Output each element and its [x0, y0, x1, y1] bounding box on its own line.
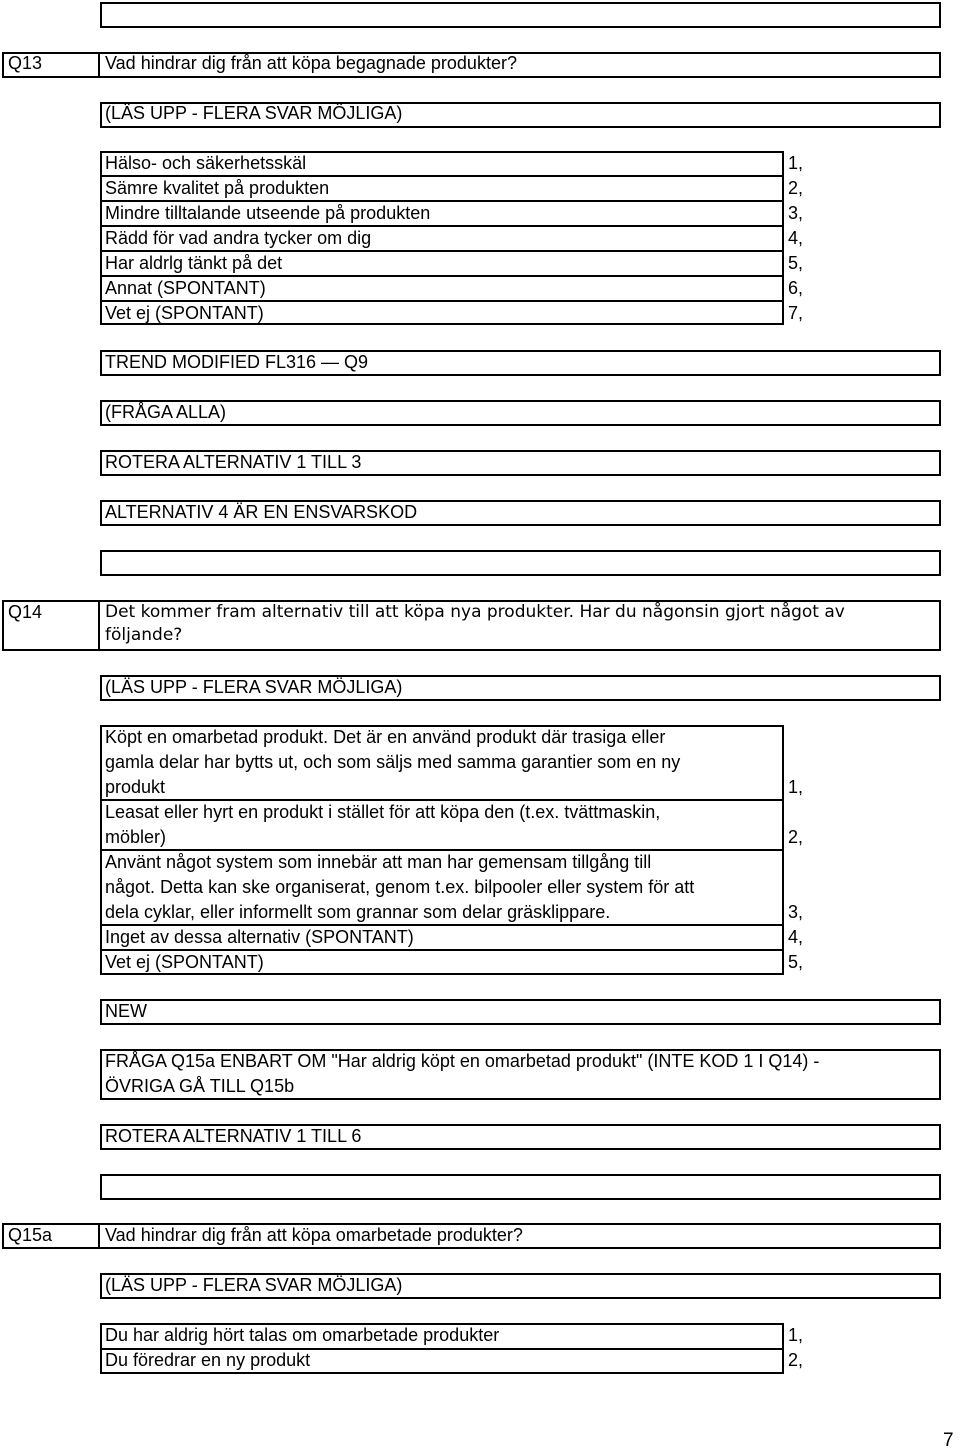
q13-option-code: 4, — [788, 228, 804, 248]
q14-option-code: 2, — [788, 827, 804, 847]
q14-question-line2: följande? — [105, 625, 183, 645]
ask-all-note: (FRÅGA ALLA) — [105, 402, 227, 422]
q14-option2-line: Leasat eller hyrt en produkt i stället för att köpa den (t.ex. tvättmaskin, — [105, 802, 661, 822]
q14-option1-line: gamla delar har bytts ut, och som säljs med samma garantier som en ny — [105, 752, 681, 772]
rotate-note: ROTERA ALTERNATIV 1 TILL 3 — [105, 452, 362, 472]
q15a-id: Q15a — [8, 1225, 53, 1245]
q13-option-code: 7, — [788, 303, 804, 323]
q13-option-label: Har aldrlg tänkt på det — [105, 253, 283, 273]
single-code-note: ALTERNATIV 4 ÄR EN ENSVARSKOD — [105, 502, 418, 522]
q15a-instruction: (LÄS UPP - FLERA SVAR MÖJLIGA) — [105, 1275, 403, 1295]
q13-option-code: 6, — [788, 278, 804, 298]
q13-option-code: 3, — [788, 203, 804, 223]
q14-option4-line: Inget av dessa alternativ (SPONTANT) — [105, 927, 414, 947]
q14-option3-line: Använt något system som innebär att man har gemensam tillgång till — [105, 852, 652, 872]
q14-divider — [98, 600, 100, 651]
filter-note-line2: ÖVRIGA GÅ TILL Q15b — [105, 1076, 295, 1096]
new-note-box — [100, 999, 941, 1025]
q15a-option-label: Du föredrar en ny produkt — [105, 1350, 311, 1370]
q14-option-code: 3, — [788, 902, 804, 922]
q13-option-label: Annat (SPONTANT) — [105, 278, 266, 298]
q13-option-code: 2, — [788, 178, 804, 198]
q13-option-label: Vet ej (SPONTANT) — [105, 303, 264, 323]
q13-question: Vad hindrar dig från att köpa begagnade produkter? — [105, 53, 517, 73]
q15a-question: Vad hindrar dig från att köpa omarbetade produkter? — [105, 1225, 523, 1245]
q13-id: Q13 — [8, 53, 43, 73]
q13-option-code: 1, — [788, 153, 804, 173]
q14-option-code: 4, — [788, 927, 804, 947]
q13-option-label: Sämre kvalitet på produkten — [105, 178, 330, 198]
q14-option5-line: Vet ej (SPONTANT) — [105, 952, 264, 972]
empty-box-top — [100, 2, 941, 28]
q13-option-code: 5, — [788, 253, 804, 273]
q13-instruction: (LÄS UPP - FLERA SVAR MÖJLIGA) — [105, 103, 403, 123]
q15a-option-label: Du har aldrig hört talas om omarbetade produkter — [105, 1325, 500, 1345]
q13-option-label: Mindre tilltalande utseende på produkten — [105, 203, 431, 223]
q14-option3-line: något. Detta kan ske organiserat, genom t.ex. bilpooler eller system för att — [105, 877, 695, 897]
q14-option1-line: Köpt en omarbetad produkt. Det är en använd produkt där trasiga eller — [105, 727, 666, 747]
rotate6-note: ROTERA ALTERNATIV 1 TILL 6 — [105, 1126, 362, 1146]
q13-divider — [98, 52, 100, 78]
empty-box — [100, 1174, 941, 1200]
q15a-option-code: 2, — [788, 1350, 804, 1370]
q14-option2-line: möbler) — [105, 827, 167, 847]
q14-instruction: (LÄS UPP - FLERA SVAR MÖJLIGA) — [105, 677, 403, 697]
q14-id: Q14 — [8, 602, 43, 622]
q14-option-code: 1, — [788, 777, 804, 797]
q13-option-label: Hälso- och säkerhetsskäl — [105, 153, 307, 173]
q13-option-label: Rädd för vad andra tycker om dig — [105, 228, 372, 248]
empty-box — [100, 550, 941, 576]
q14-question-line1: Det kommer fram alternativ till att köpa nya produkter. Har du någonsin gjort något av — [105, 602, 845, 622]
page-number: 7 — [943, 1430, 954, 1451]
filter-note-line1: FRÅGA Q15a ENBART OM "Har aldrig köpt en omarbetad produkt" (INTE KOD 1 I Q14) - — [105, 1051, 820, 1071]
q15a-option-code: 1, — [788, 1325, 804, 1345]
q15a-divider — [98, 1223, 100, 1249]
q14-option-code: 5, — [788, 952, 804, 972]
trend-note: TREND MODIFIED FL316 — Q9 — [105, 352, 369, 372]
q14-option3-line: dela cyklar, eller informellt som grannar som delar gräsklippare. — [105, 902, 611, 922]
q14-option1-line: produkt — [105, 777, 166, 797]
new-note: NEW — [105, 1001, 147, 1021]
ask-all-box — [100, 400, 941, 426]
